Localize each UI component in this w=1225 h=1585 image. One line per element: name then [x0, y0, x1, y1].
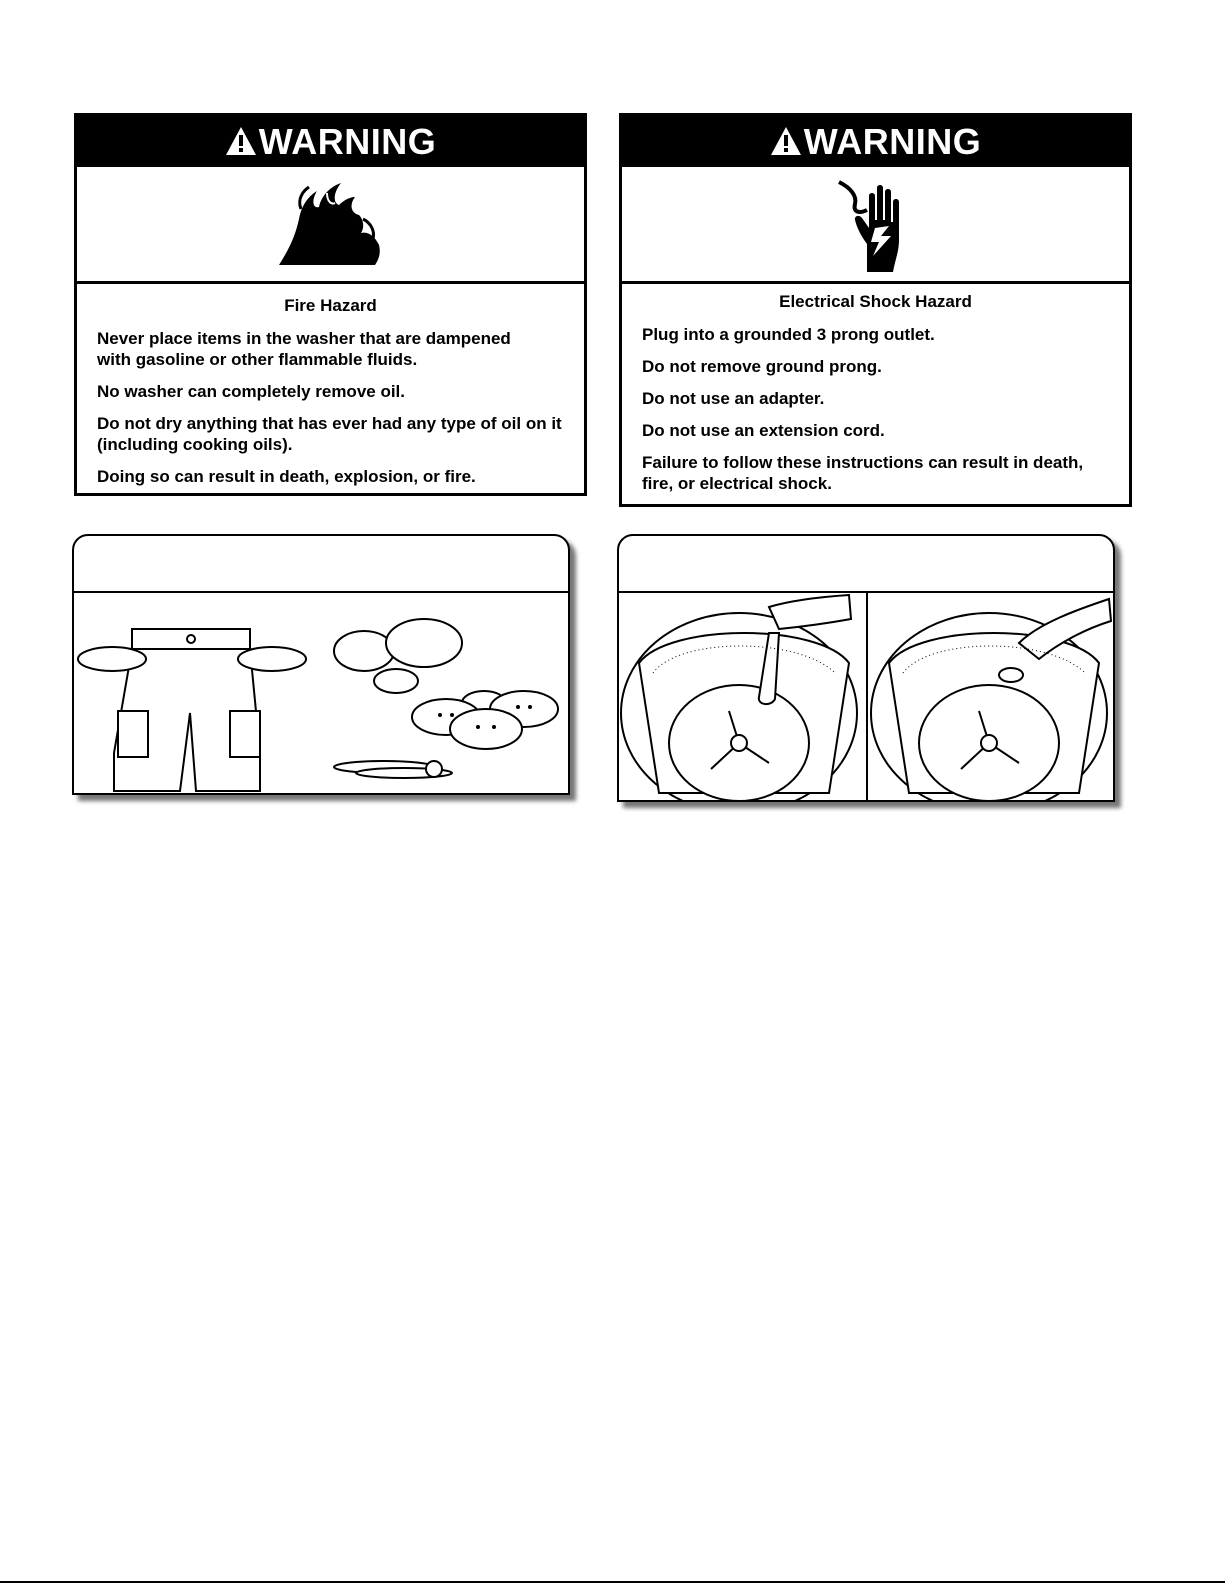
hazard-line: Plug into a grounded 3 prong outlet. [642, 325, 935, 344]
washer-basket-illustration [619, 593, 1113, 802]
fire-warning-box [74, 113, 587, 496]
warning-triangle-icon [225, 126, 257, 156]
empty-pockets-panel [72, 534, 570, 795]
hazard-line: Doing so can result in death, explosion, or fire. [97, 467, 476, 486]
illustration-header [74, 536, 568, 593]
electrical-warning-box [619, 113, 1132, 507]
empty-pockets-illustration [74, 593, 568, 793]
electric-icon-area [622, 167, 1129, 284]
fire-icon [271, 179, 391, 269]
hazard-title: Fire Hazard [284, 296, 377, 315]
warning-label: WARNING [258, 120, 437, 162]
hazard-title: Electrical Shock Hazard [779, 292, 972, 311]
page-footer-rule [0, 1581, 1225, 1583]
fire-icon-area [77, 167, 584, 284]
washer-basket-panel [617, 534, 1115, 802]
warning-triangle-icon [770, 126, 802, 156]
hazard-line: Do not use an adapter. [642, 389, 825, 408]
hazard-line: Do not use an extension cord. [642, 421, 885, 440]
warning-label: WARNING [803, 120, 982, 162]
warning-header [77, 116, 584, 167]
hazard-line: Never place items in the washer that are dampened with gasoline or other flammable fluids. [97, 329, 511, 369]
electric-hand-icon [831, 174, 921, 274]
illustration-header [619, 536, 1113, 593]
hazard-line: Failure to follow these instructions can result in death, fire, or electrical shock. [642, 453, 1084, 493]
hazard-line: No washer can completely remove oil. [97, 382, 406, 401]
hazard-line: Do not dry anything that has ever had any type of oil on it (including cooking oils). [97, 414, 562, 454]
warning-header [622, 116, 1129, 167]
hazard-line: Do not remove ground prong. [642, 357, 882, 376]
